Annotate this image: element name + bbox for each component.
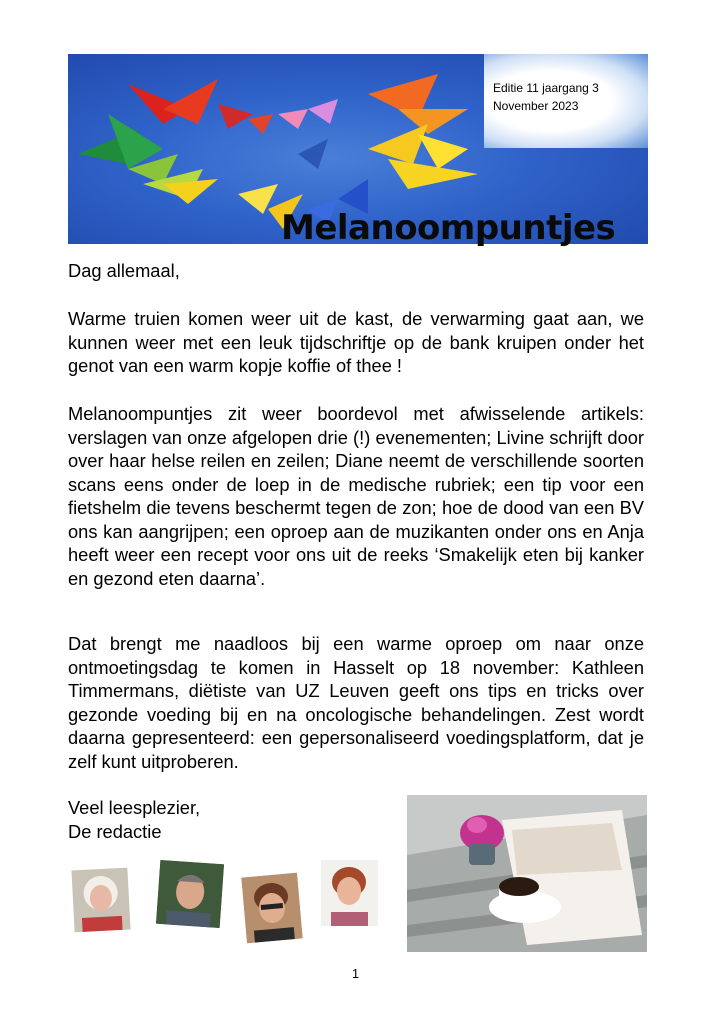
portrait-editor-1 bbox=[71, 868, 130, 933]
edition-line: Editie 11 jaargang 3 bbox=[493, 81, 599, 95]
paragraph-event: Dat brengt me naadloos bij een warme oproep om naar onze ontmoetingsdag te komen in Hasselt op 18 november: Kathleen Timmermans, diëtiste van UZ Leuven geeft ons tips en tricks over gezonde voeding bij en na oncologische behandelingen. Zest wordt daarna gepresenteerd: een gepersonaliseerd voedingsplatform, dat je zelf kunt uitproberen. bbox=[68, 633, 644, 772]
portrait-editor-3 bbox=[241, 873, 303, 944]
paragraph-intro: Warme truien komen weer uit de kast, de verwarming gaat aan, we kunnen weer met een leuk tijdschriftje op de bank kruipen onder het genot van een warm kopje koffie of thee ! bbox=[68, 308, 644, 376]
paragraph-contents: Melanoompuntjes zit weer boordevol met afwisselende artikels: verslagen van onze afgelopen drie (!) evenementen; Livine schrijft door over haar helse reilen en zeilen; Diane neemt de verschillende soorten scans eens onder de loep in de medische rubriek; een tip voor een fietshelm die tevens beschermt tegen de zon; hoe de dood van een BV ons kan aangrijpen; een oproep aan de muzikanten onder ons en Anja heeft weer een recept voor ons uit de reeks ‘Smakelijk eten bij kanker en gezond eten daarna’. bbox=[68, 403, 644, 589]
newsletter-title: Melanoompuntjes bbox=[281, 208, 616, 248]
edition-date: November 2023 bbox=[493, 99, 579, 113]
page-number: 1 bbox=[351, 966, 360, 981]
signature-line: De redactie bbox=[68, 820, 162, 842]
portrait-editor-2 bbox=[156, 860, 224, 928]
portrait-editor-4 bbox=[321, 860, 378, 926]
coffee-magazine-photo bbox=[407, 795, 647, 952]
edition-info-box bbox=[484, 54, 648, 148]
closing-line: Veel leesplezier, bbox=[68, 797, 201, 818]
greeting: Dag allemaal, bbox=[68, 260, 180, 281]
signoff bbox=[68, 796, 200, 843]
coffee-cup-illustration bbox=[407, 795, 647, 952]
